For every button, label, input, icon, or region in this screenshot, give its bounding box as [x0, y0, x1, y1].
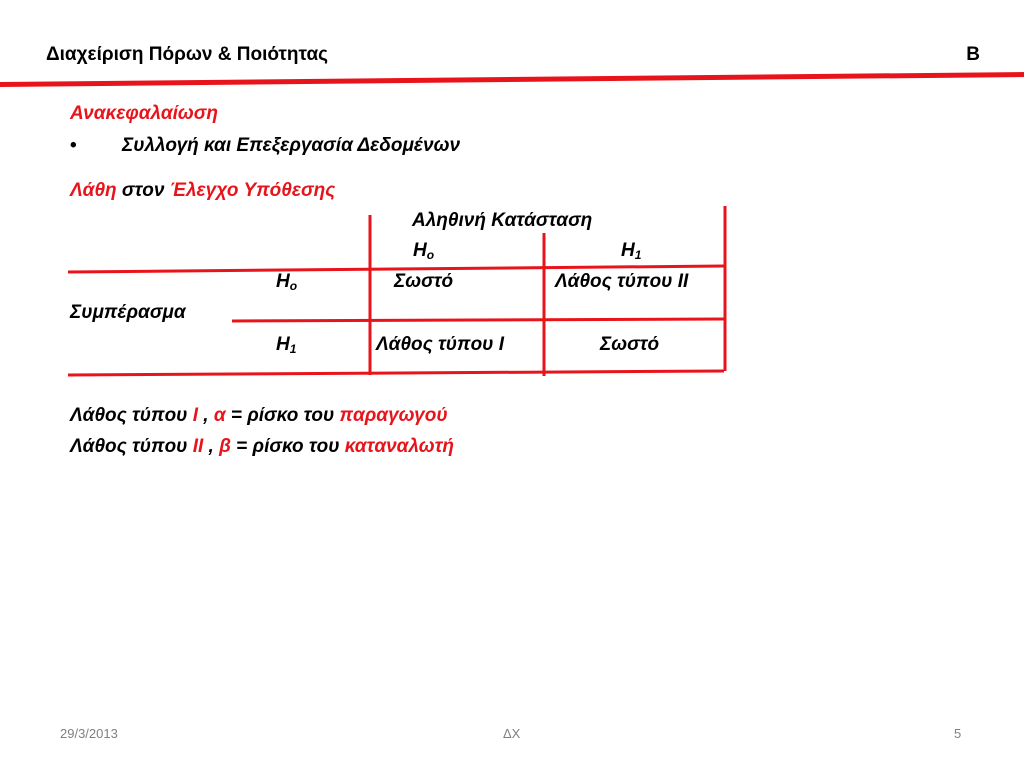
errors-title	[70, 180, 335, 202]
footer-date: 29/3/2013	[60, 726, 118, 741]
header-underline	[0, 72, 1024, 87]
col-h0	[413, 240, 434, 262]
errors-title-part1: Λάθη	[70, 180, 117, 201]
row-h0-sub: o	[289, 279, 298, 293]
note2-d: β	[219, 436, 231, 457]
note1-e: = ρίσκο του	[225, 405, 340, 426]
col-h1	[621, 240, 641, 262]
cell-h1-h0: Λάθος τύπου Ι	[376, 334, 504, 355]
row-h0-base: H	[276, 271, 290, 292]
cell-h0-h1: Λάθος τύπου ΙΙ	[555, 271, 689, 292]
note1-f: παραγωγού	[339, 405, 448, 426]
bullet-symbol: •	[70, 135, 77, 156]
row-h1	[276, 334, 296, 356]
note2-f: καταναλωτή	[344, 436, 454, 457]
note2-a: Λάθος τύπου	[70, 436, 193, 457]
col-h1-sub: 1	[634, 248, 642, 262]
bullet-text: Συλλογή και Επεξεργασία Δεδομένων	[122, 135, 461, 156]
note2-b: ΙΙ	[192, 436, 204, 457]
footer-page-number: 5	[954, 726, 962, 741]
slide-title: Διαχείριση Πόρων & Ποιότητας	[46, 44, 329, 65]
row-label: Συμπέρασμα	[70, 302, 186, 323]
cell-h0-h0: Σωστό	[394, 271, 454, 292]
note-type-1	[70, 405, 448, 427]
note1-d: α	[213, 405, 226, 426]
section-label: B	[966, 44, 980, 65]
note1-a: Λάθος τύπου	[70, 405, 193, 426]
footer-center: ΔΧ	[503, 726, 521, 741]
row-h1-base: H	[276, 334, 290, 355]
row-h1-sub: 1	[289, 342, 297, 356]
row-h0	[276, 271, 297, 293]
cell-h1-h1: Σωστό	[600, 334, 660, 355]
note2-e: = ρίσκο του	[230, 436, 345, 457]
errors-title-part3: Έλεγχο Υπόθεσης	[169, 180, 336, 201]
table-line-bottom	[68, 371, 724, 375]
recap-heading: Ανακεφαλαίωση	[70, 103, 218, 124]
table-line-middle	[232, 319, 724, 321]
note2-c: ,	[203, 436, 220, 457]
col-h0-sub: o	[426, 248, 435, 262]
col-header: Αληθινή Κατάσταση	[412, 210, 593, 231]
note-type-2	[70, 436, 454, 458]
note1-c: ,	[197, 405, 214, 426]
col-h0-base: H	[413, 240, 427, 261]
col-h1-base: H	[621, 240, 635, 261]
note1-b: Ι	[192, 405, 198, 426]
errors-title-part2: στον	[116, 180, 170, 201]
